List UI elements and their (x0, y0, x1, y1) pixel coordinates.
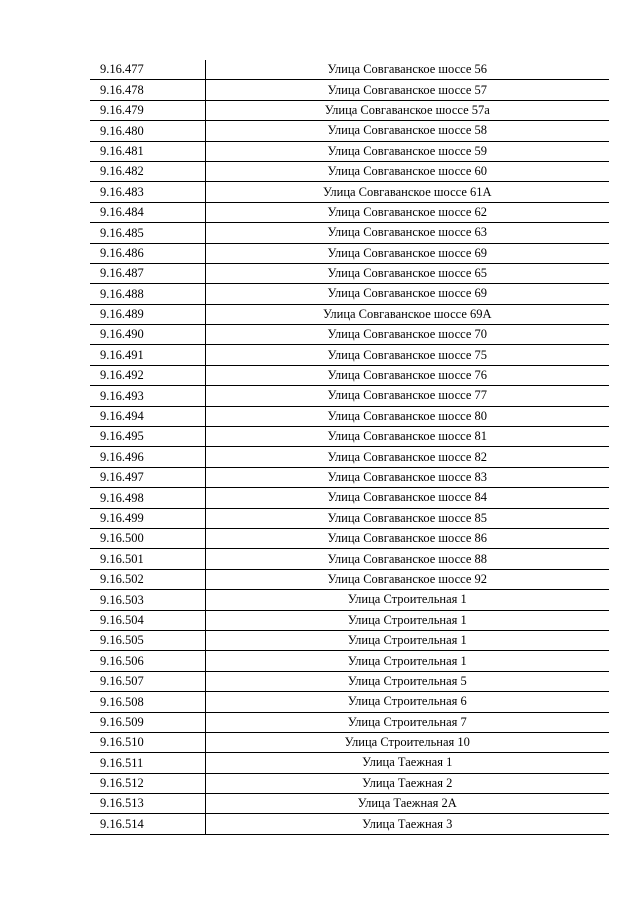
row-number-cell: 9.16.502 (90, 569, 205, 589)
address-cell: Улица Совгаванское шоссе 57а (205, 100, 609, 120)
address-cell: Улица Таежная 3 (205, 814, 609, 834)
row-number-cell: 9.16.511 (90, 753, 205, 773)
table-row (90, 406, 609, 426)
table-row (90, 365, 609, 385)
row-number-cell: 9.16.509 (90, 712, 205, 732)
address-cell: Улица Совгаванское шоссе 76 (205, 365, 609, 385)
row-number-cell: 9.16.487 (90, 263, 205, 283)
table-row (90, 712, 609, 732)
address-cell: Улица Совгаванское шоссе 92 (205, 569, 609, 589)
address-cell: Улица Совгаванское шоссе 81 (205, 427, 609, 447)
address-cell: Улица Строительная 1 (205, 610, 609, 630)
row-number-cell: 9.16.493 (90, 386, 205, 406)
table-row (90, 243, 609, 263)
address-cell: Улица Совгаванское шоссе 58 (205, 121, 609, 141)
row-number-cell: 9.16.492 (90, 365, 205, 385)
table-row (90, 386, 609, 406)
table-row (90, 671, 609, 691)
row-number-cell: 9.16.478 (90, 80, 205, 100)
address-cell: Улица Совгаванское шоссе 85 (205, 508, 609, 528)
table-row (90, 508, 609, 528)
row-number-cell: 9.16.501 (90, 549, 205, 569)
address-cell: Улица Совгаванское шоссе 88 (205, 549, 609, 569)
row-number-cell: 9.16.510 (90, 732, 205, 752)
table-row (90, 488, 609, 508)
row-number-cell: 9.16.486 (90, 243, 205, 263)
address-cell: Улица Совгаванское шоссе 77 (205, 386, 609, 406)
table-row (90, 794, 609, 814)
address-cell: Улица Совгаванское шоссе 80 (205, 406, 609, 426)
address-cell: Улица Совгаванское шоссе 57 (205, 80, 609, 100)
row-number-cell: 9.16.484 (90, 202, 205, 222)
address-registry-table (90, 60, 609, 835)
address-cell: Улица Строительная 5 (205, 671, 609, 691)
row-number-cell: 9.16.498 (90, 488, 205, 508)
address-cell: Улица Совгаванское шоссе 69 (205, 284, 609, 304)
address-cell: Улица Совгаванское шоссе 62 (205, 202, 609, 222)
row-number-cell: 9.16.499 (90, 508, 205, 528)
table-row (90, 651, 609, 671)
address-cell: Улица Совгаванское шоссе 84 (205, 488, 609, 508)
address-cell: Улица Строительная 1 (205, 630, 609, 650)
address-cell: Улица Строительная 1 (205, 651, 609, 671)
address-cell: Улица Совгаванское шоссе 59 (205, 141, 609, 161)
address-cell: Улица Совгаванское шоссе 83 (205, 467, 609, 487)
table-row (90, 610, 609, 630)
row-number-cell: 9.16.481 (90, 141, 205, 161)
row-number-cell: 9.16.497 (90, 467, 205, 487)
address-cell: Улица Совгаванское шоссе 82 (205, 447, 609, 467)
table-row (90, 528, 609, 548)
row-number-cell: 9.16.505 (90, 630, 205, 650)
table-row (90, 345, 609, 365)
address-cell: Улица Строительная 7 (205, 712, 609, 732)
table-row (90, 121, 609, 141)
registry-table-body (90, 60, 609, 834)
address-cell: Улица Таежная 2А (205, 794, 609, 814)
row-number-cell: 9.16.480 (90, 121, 205, 141)
address-cell: Улица Таежная 2 (205, 773, 609, 793)
table-row (90, 60, 609, 80)
row-number-cell: 9.16.482 (90, 161, 205, 181)
row-number-cell: 9.16.483 (90, 182, 205, 202)
table-row (90, 161, 609, 181)
table-row (90, 427, 609, 447)
table-row (90, 630, 609, 650)
row-number-cell: 9.16.508 (90, 692, 205, 712)
table-row (90, 549, 609, 569)
table-row (90, 467, 609, 487)
table-row (90, 325, 609, 345)
address-cell: Улица Совгаванское шоссе 70 (205, 325, 609, 345)
row-number-cell: 9.16.479 (90, 100, 205, 120)
row-number-cell: 9.16.496 (90, 447, 205, 467)
table-row (90, 569, 609, 589)
address-cell: Улица Совгаванское шоссе 69 (205, 243, 609, 263)
row-number-cell: 9.16.506 (90, 651, 205, 671)
table-row (90, 773, 609, 793)
table-row (90, 732, 609, 752)
row-number-cell: 9.16.507 (90, 671, 205, 691)
address-cell: Улица Совгаванское шоссе 63 (205, 223, 609, 243)
address-cell: Улица Совгаванское шоссе 75 (205, 345, 609, 365)
row-number-cell: 9.16.477 (90, 60, 205, 80)
row-number-cell: 9.16.494 (90, 406, 205, 426)
row-number-cell: 9.16.488 (90, 284, 205, 304)
table-row (90, 223, 609, 243)
table-row (90, 141, 609, 161)
table-row (90, 753, 609, 773)
table-row (90, 590, 609, 610)
table-row (90, 80, 609, 100)
row-number-cell: 9.16.490 (90, 325, 205, 345)
row-number-cell: 9.16.491 (90, 345, 205, 365)
address-cell: Улица Совгаванское шоссе 60 (205, 161, 609, 181)
address-cell: Улица Строительная 10 (205, 732, 609, 752)
row-number-cell: 9.16.512 (90, 773, 205, 793)
row-number-cell: 9.16.514 (90, 814, 205, 834)
row-number-cell: 9.16.503 (90, 590, 205, 610)
table-row (90, 304, 609, 324)
address-cell: Улица Совгаванское шоссе 86 (205, 528, 609, 548)
address-cell: Улица Совгаванское шоссе 65 (205, 263, 609, 283)
address-cell: Улица Совгаванское шоссе 69А (205, 304, 609, 324)
row-number-cell: 9.16.485 (90, 223, 205, 243)
address-cell: Улица Строительная 6 (205, 692, 609, 712)
address-cell: Улица Таежная 1 (205, 753, 609, 773)
table-row (90, 814, 609, 834)
row-number-cell: 9.16.513 (90, 794, 205, 814)
table-row (90, 263, 609, 283)
table-row (90, 182, 609, 202)
row-number-cell: 9.16.500 (90, 528, 205, 548)
row-number-cell: 9.16.504 (90, 610, 205, 630)
row-number-cell: 9.16.495 (90, 427, 205, 447)
address-cell: Улица Строительная 1 (205, 590, 609, 610)
address-cell: Улица Совгаванское шоссе 56 (205, 60, 609, 80)
table-row (90, 447, 609, 467)
row-number-cell: 9.16.489 (90, 304, 205, 324)
table-row (90, 202, 609, 222)
table-row (90, 100, 609, 120)
table-row (90, 692, 609, 712)
table-row (90, 284, 609, 304)
address-cell: Улица Совгаванское шоссе 61А (205, 182, 609, 202)
